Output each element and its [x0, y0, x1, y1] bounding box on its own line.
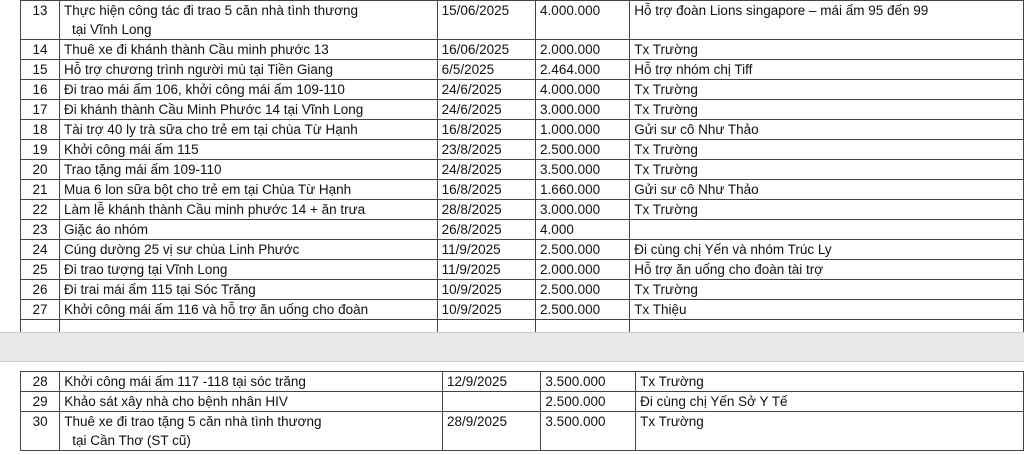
row-date: 24/6/2025 — [437, 80, 535, 100]
row-date: 26/8/2025 — [437, 220, 535, 240]
table-row — [21, 280, 1024, 300]
row-amount: 3.500.000 — [541, 412, 636, 451]
expense-table-page-1 — [20, 0, 1024, 344]
row-date: 16/8/2025 — [437, 120, 535, 140]
row-number: 23 — [21, 220, 60, 240]
row-note: Tx Trường — [630, 160, 1024, 180]
row-amount: 3.000.000 — [536, 200, 630, 220]
row-note — [630, 220, 1024, 240]
row-number: 15 — [21, 60, 60, 80]
row-date: 24/6/2025 — [437, 100, 535, 120]
row-description: Thuê xe đi trao tặng 5 căn nhà tình thương tại Cần Thơ (ST cũ) — [60, 412, 443, 451]
row-date: 6/5/2025 — [437, 60, 535, 80]
row-amount: 4.000.000 — [536, 80, 630, 100]
table-row — [21, 120, 1024, 140]
row-date: 23/8/2025 — [437, 140, 535, 160]
row-description: Đi trai mái ấm 115 tại Sóc Trăng — [59, 280, 437, 300]
row-amount: 2.500.000 — [541, 392, 636, 412]
row-number: 17 — [21, 100, 60, 120]
row-number: 27 — [21, 300, 60, 320]
row-amount: 2.464.000 — [536, 60, 630, 80]
row-amount: 2.000.000 — [536, 40, 630, 60]
table-row — [21, 412, 1024, 451]
expense-table-page-2 — [20, 371, 1024, 451]
table-row — [21, 392, 1024, 412]
row-number: 21 — [21, 180, 60, 200]
row-note: Gửi sư cô Như Thảo — [630, 120, 1024, 140]
row-amount: 4.000 — [536, 220, 630, 240]
table-row — [21, 220, 1024, 240]
table-row — [21, 240, 1024, 260]
row-date: 16/8/2025 — [437, 180, 535, 200]
row-note: Tx Trường — [630, 280, 1024, 300]
row-number: 13 — [21, 1, 60, 40]
row-amount: 3.500.000 — [541, 372, 636, 392]
row-amount: 1.000.000 — [536, 120, 630, 140]
row-date — [442, 392, 540, 412]
table-row — [21, 300, 1024, 320]
row-date: 12/9/2025 — [442, 372, 540, 392]
row-date: 15/06/2025 — [437, 1, 535, 40]
table-row — [21, 200, 1024, 220]
page-break — [0, 332, 1024, 362]
row-number: 30 — [21, 412, 60, 451]
row-date: 28/8/2025 — [437, 200, 535, 220]
table-row — [21, 100, 1024, 120]
row-number: 20 — [21, 160, 60, 180]
row-date: 10/9/2025 — [437, 300, 535, 320]
row-amount: 4.000.000 — [536, 1, 630, 40]
row-description: Đi khánh thành Cầu Minh Phước 14 tại Vĩnh Long — [59, 100, 437, 120]
row-note: Tx Thiệu — [630, 300, 1024, 320]
row-note: Hỗ trợ đoàn Lions singapore – mái ấm 95 đến 99 — [630, 1, 1024, 40]
row-date: 28/9/2025 — [442, 412, 540, 451]
row-number: 29 — [21, 392, 60, 412]
table-row — [21, 1, 1024, 40]
row-note: Tx Trường — [636, 372, 1024, 392]
row-amount: 2.500.000 — [536, 280, 630, 300]
row-note: Tx Trường — [630, 80, 1024, 100]
row-date: 16/06/2025 — [437, 40, 535, 60]
row-note: Tx Trường — [636, 412, 1024, 451]
row-note: Tx Trường — [630, 140, 1024, 160]
row-description: Cúng dường 25 vị sư chùa Linh Phước — [59, 240, 437, 260]
table-row — [21, 160, 1024, 180]
row-description: Đi trao tượng tại Vĩnh Long — [59, 260, 437, 280]
row-description: Giặc áo nhóm — [59, 220, 437, 240]
row-amount: 2.500.000 — [536, 300, 630, 320]
row-description: Khảo sát xây nhà cho bệnh nhân HIV — [60, 392, 443, 412]
row-note: Đi cùng chị Yến và nhóm Trúc Ly — [630, 240, 1024, 260]
row-note: Tx Trường — [630, 200, 1024, 220]
row-description: Làm lễ khánh thành Cầu minh phước 14 + ăn trưa — [59, 200, 437, 220]
row-date: 11/9/2025 — [437, 240, 535, 260]
table-row — [21, 40, 1024, 60]
row-number: 19 — [21, 140, 60, 160]
row-note: Hỗ trợ ăn uống cho đoàn tài trợ — [630, 260, 1024, 280]
row-description: Đi trao mái ấm 106, khởi công mái ấm 109-110 — [59, 80, 437, 100]
row-amount: 2.000.000 — [536, 260, 630, 280]
row-note: Hỗ trợ nhóm chị Tiff — [630, 60, 1024, 80]
table-row — [21, 180, 1024, 200]
row-amount: 3.500.000 — [536, 160, 630, 180]
row-date: 24/8/2025 — [437, 160, 535, 180]
row-description: Thực hiện công tác đi trao 5 căn nhà tình thương tại Vĩnh Long — [59, 1, 437, 40]
row-number: 16 — [21, 80, 60, 100]
row-description: Thuê xe đi khánh thành Cầu minh phước 13 — [59, 40, 437, 60]
row-amount: 1.660.000 — [536, 180, 630, 200]
row-number: 28 — [21, 372, 60, 392]
row-note: Tx Trường — [630, 100, 1024, 120]
table-row — [21, 372, 1024, 392]
row-amount: 2.500.000 — [536, 140, 630, 160]
table-row — [21, 260, 1024, 280]
row-description: Trao tặng mái ấm 109-110 — [59, 160, 437, 180]
row-description: Khởi công mái ấm 115 — [59, 140, 437, 160]
row-number: 25 — [21, 260, 60, 280]
table-row — [21, 140, 1024, 160]
row-description: Khởi công mái ấm 117 -118 tại sóc trăng — [60, 372, 443, 392]
row-number: 24 — [21, 240, 60, 260]
row-note: Gửi sư cô Như Thảo — [630, 180, 1024, 200]
row-number: 26 — [21, 280, 60, 300]
row-description: Khởi công mái ấm 116 và hỗ trợ ăn uống cho đoàn — [59, 300, 437, 320]
row-amount: 2.500.000 — [536, 240, 630, 260]
row-date: 11/9/2025 — [437, 260, 535, 280]
row-amount: 3.000.000 — [536, 100, 630, 120]
row-description: Mua 6 lon sữa bột cho trẻ em tại Chùa Từ Hạnh — [59, 180, 437, 200]
row-date: 10/9/2025 — [437, 280, 535, 300]
row-number: 14 — [21, 40, 60, 60]
row-note: Đi cùng chị Yến Sở Y Tế — [636, 392, 1024, 412]
row-description: Hỗ trợ chương trình người mù tại Tiền Giang — [59, 60, 437, 80]
row-number: 18 — [21, 120, 60, 140]
row-note: Tx Trường — [630, 40, 1024, 60]
row-number: 22 — [21, 200, 60, 220]
table-row — [21, 60, 1024, 80]
table-row — [21, 80, 1024, 100]
row-description: Tài trợ 40 ly trà sữa cho trẻ em tại chùa Từ Hạnh — [59, 120, 437, 140]
